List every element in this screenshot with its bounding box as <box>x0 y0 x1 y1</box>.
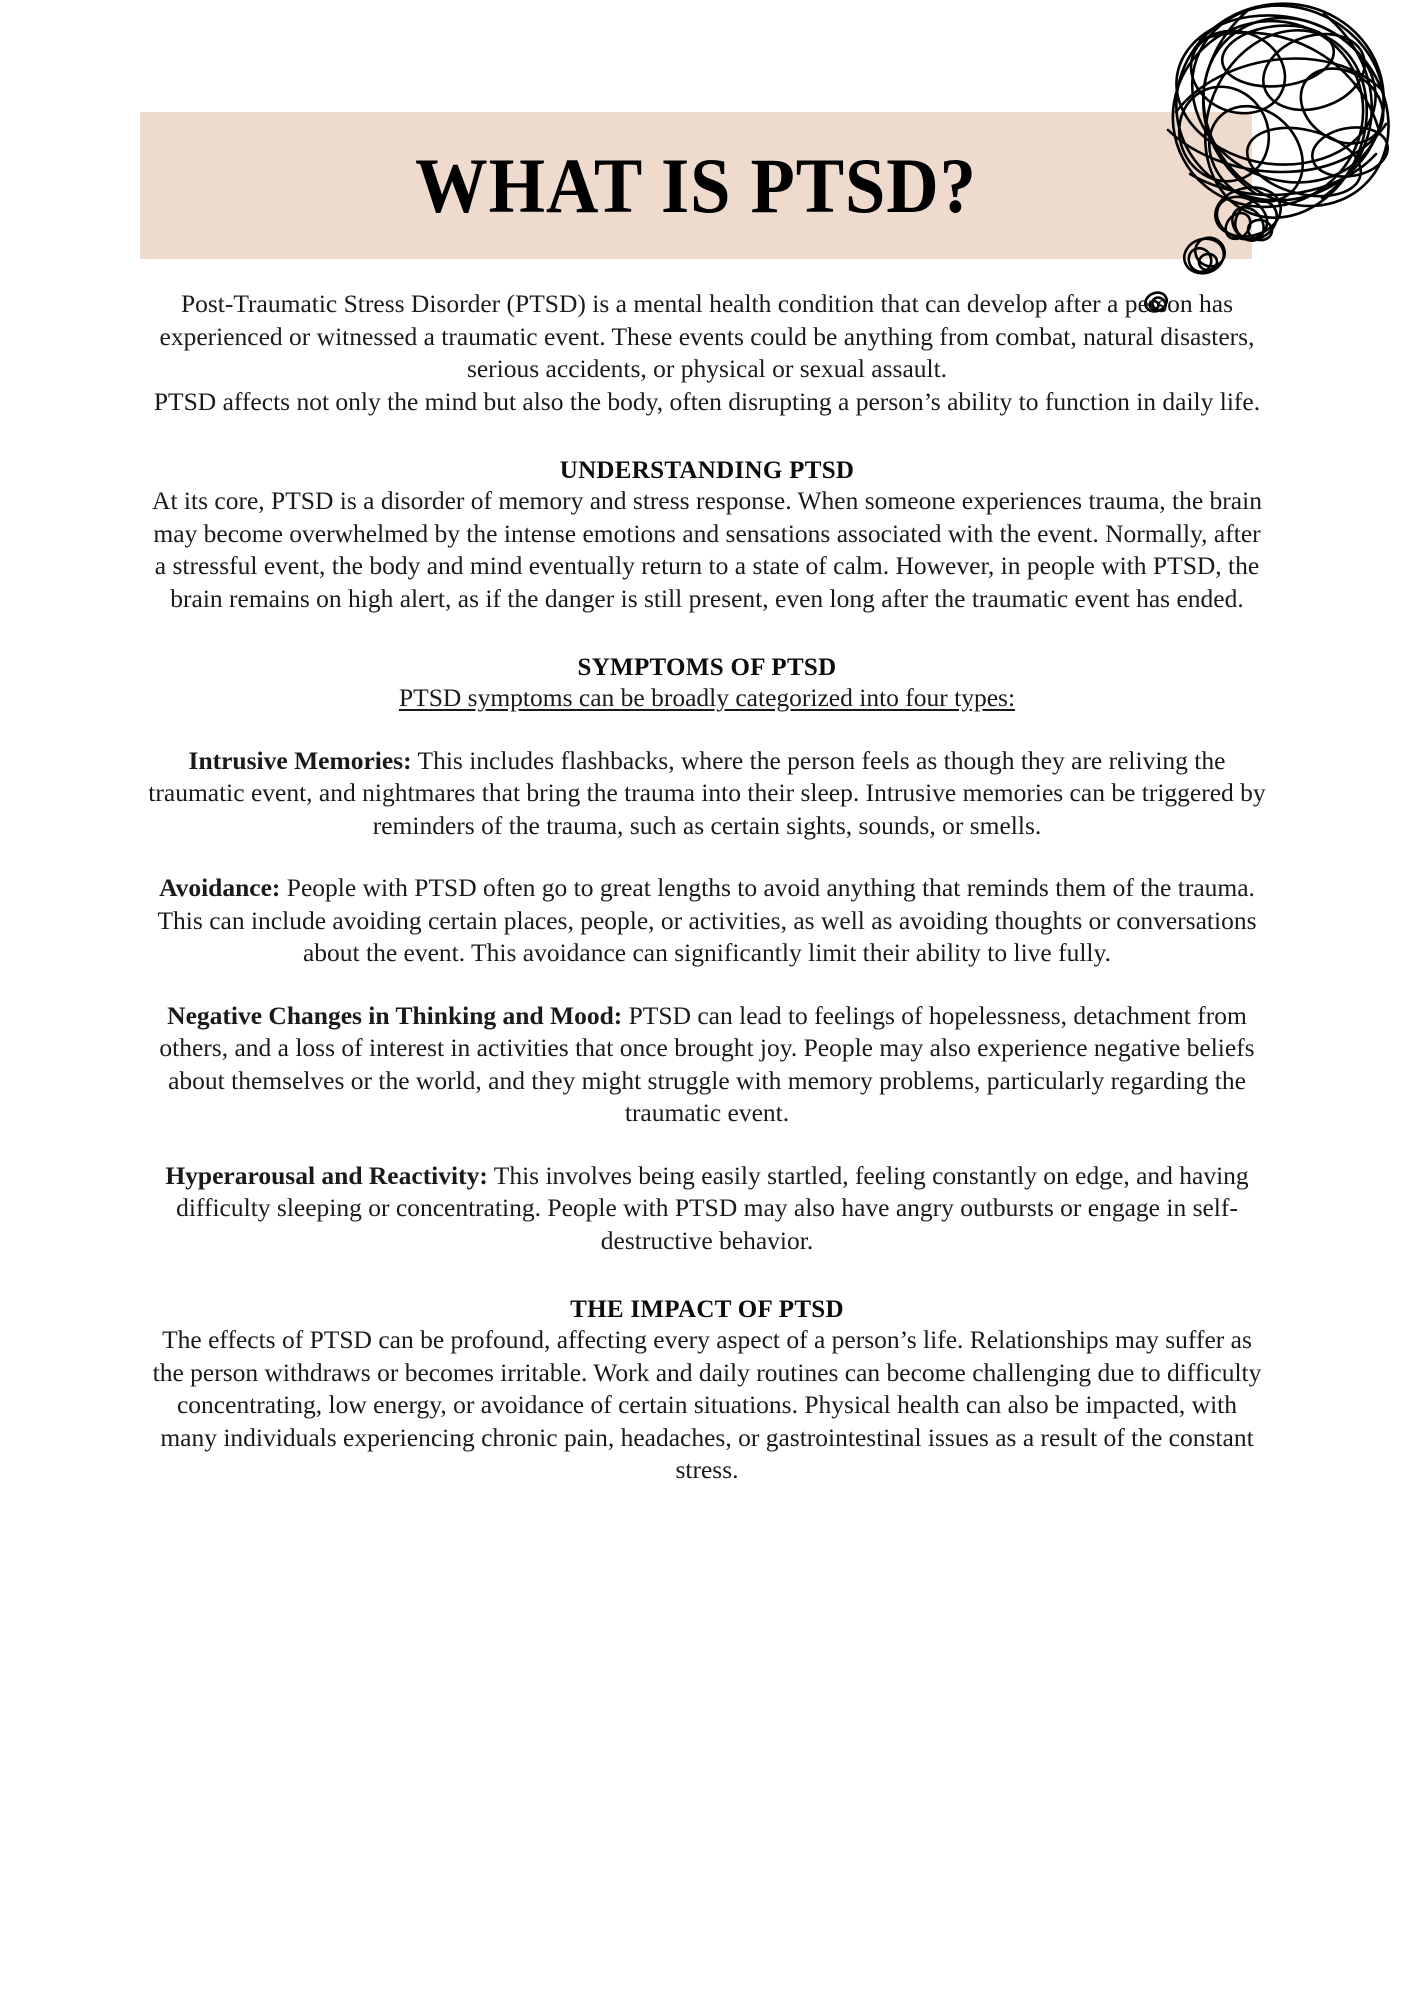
symptom-label-hyperarousal: Hyperarousal and Reactivity: <box>165 1160 488 1190</box>
section-heading-understanding: UNDERSTANDING PTSD <box>559 457 855 484</box>
section-body-understanding: At its core, PTSD is a disorder of memory and stress response. When someone experiences trauma, the brain may become overwhelmed by the intense emotions and sensations associated with the event. Normally, after a stressful event, the body and mind eventually return to a state of calm. However, in people with PTSD, the brain remains on high alert, as if the danger is still present, even long after the traumatic event has ended. <box>152 486 1262 613</box>
symptoms-subtitle: PTSD symptoms can be broadly categorized into four types: <box>398 683 1016 712</box>
symptom-label-intrusive-memories: Intrusive Memories: <box>188 745 412 775</box>
spacer <box>148 970 1266 1000</box>
symptom-body-hyperarousal: This involves being easily startled, feeling constantly on edge, and having difficulty sleeping or concentrating. People with PTSD may also have angry outbursts or engage in self-destructive behavior. <box>176 1160 1249 1255</box>
section-body-impact: The effects of PTSD can be profound, affecting every aspect of a person’s life. Relationships may suffer as the person withdraws or becomes irritable. Work and daily routines can become challenging due to difficulty concentrating, low energy, or avoidance of certain situations. Physical health can also be impacted, with many individuals experiencing chronic pain, headaches, or gastrointestinal issues as a result of the constant stress. <box>152 1325 1262 1484</box>
page-title: WHAT IS PTSD? <box>415 141 977 229</box>
section-heading-impact: THE IMPACT OF PTSD <box>570 1296 844 1323</box>
symptom-item-negative-changes <box>148 1000 1266 1130</box>
spacer <box>148 842 1266 872</box>
intro-paragraph-2: PTSD affects not only the mind but also the body, often disrupting a person’s ability to function in daily life. <box>153 386 1261 416</box>
symptom-body-intrusive-memories: This includes flashbacks, where the person feels as though they are reliving the traumatic event, and nightmares that bring the trauma into their sleep. Intrusive memories can be triggered by reminders of the trauma, such as certain sights, sounds, or smells. <box>148 745 1266 840</box>
spacer <box>148 1257 1266 1296</box>
spacer <box>148 418 1266 457</box>
symptom-label-avoidance: Avoidance: <box>159 873 281 902</box>
symptom-item-hyperarousal <box>148 1160 1266 1258</box>
symptom-body-avoidance: People with PTSD often go to great lengths to avoid anything that reminds them of the trauma. This can include avoiding certain places, people, or activities, as well as avoiding thoughts or conversations about the event. This avoidance can significantly limit their ability to live fully. <box>157 873 1257 967</box>
intro-paragraph-1: Post-Traumatic Stress Disorder (PTSD) is a mental health condition that can develop after a person has experienced or witnessed a traumatic event. These events could be anything from combat, natural disasters, serious accidents, or physical or sexual assault. <box>159 289 1255 383</box>
symptom-label-negative-changes: Negative Changes in Thinking and Mood: <box>167 1000 623 1030</box>
symptom-body-negative-changes: PTSD can lead to feelings of hopelessness, detachment from others, and a loss of interest in activities that once brought joy. People may also experience negative beliefs about themselves or the world, and they might struggle with memory problems, particularly regarding the traumatic event. <box>159 1000 1255 1127</box>
spacer <box>148 715 1266 745</box>
section-heading-symptoms: SYMPTOMS OF PTSD <box>577 654 837 681</box>
spacer <box>148 1130 1266 1160</box>
symptom-item-intrusive-memories <box>148 745 1266 843</box>
spacer <box>148 615 1266 654</box>
symptom-item-avoidance <box>148 872 1266 970</box>
document-body <box>148 288 1266 1487</box>
